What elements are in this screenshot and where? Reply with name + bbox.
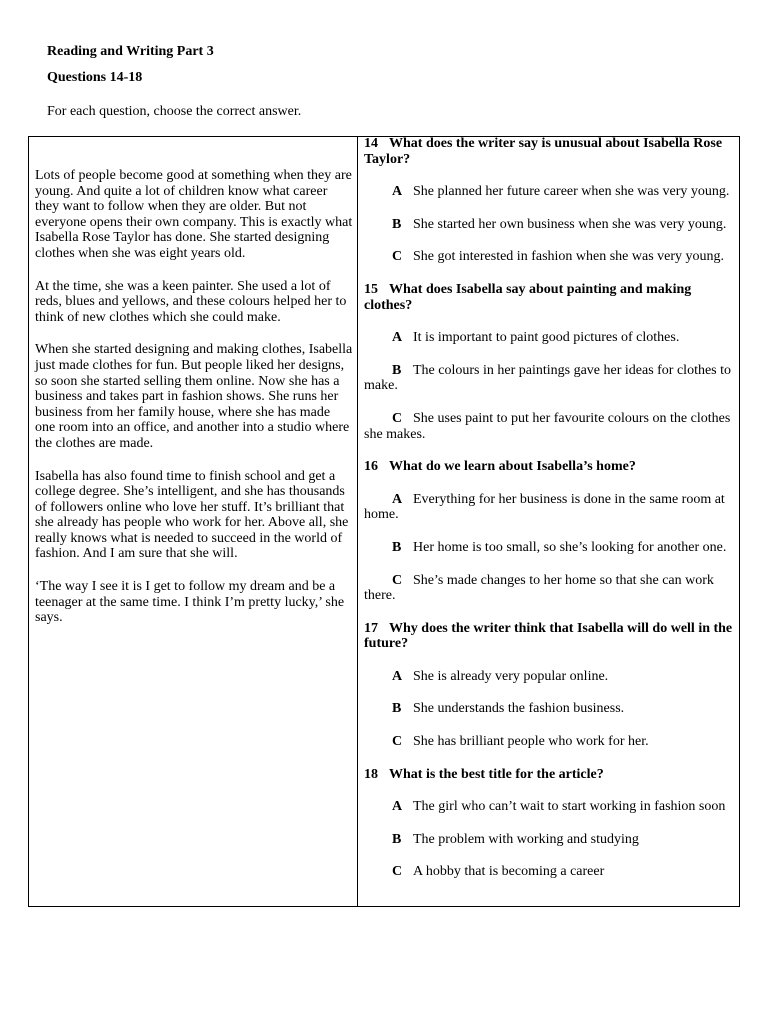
option-text: The problem with working and studying — [413, 831, 639, 847]
question-number: 14 — [364, 136, 378, 151]
answer-option[interactable] — [364, 411, 736, 442]
answer-option[interactable] — [364, 573, 736, 604]
question-number: 17 — [364, 620, 378, 636]
option-text: She started her own business when she was very young. — [413, 216, 727, 232]
question-text: What do we learn about Isabella’s home? — [389, 459, 636, 475]
question-text: What is the best title for the article? — [389, 766, 604, 782]
option-text: She is already very popular online. — [413, 668, 609, 684]
question-stem — [364, 621, 736, 652]
option-letter: C — [392, 572, 403, 588]
option-text: She understands the fashion business. — [413, 701, 625, 717]
answer-option[interactable] — [364, 799, 736, 815]
answer-option[interactable] — [364, 363, 736, 394]
option-letter: C — [392, 410, 403, 426]
answer-option[interactable] — [364, 492, 736, 523]
column-divider — [357, 136, 358, 907]
question-text: What does Isabella say about painting and making clothes? — [364, 281, 692, 313]
question-15 — [364, 282, 736, 442]
questions-range: Questions 14-18 — [47, 70, 143, 85]
option-letter: A — [392, 668, 403, 684]
option-letter: B — [392, 701, 402, 717]
answer-option[interactable] — [364, 217, 736, 233]
option-letter: A — [392, 330, 403, 346]
option-text: It is important to paint good pictures of clothes. — [413, 330, 680, 346]
question-number: 15 — [364, 281, 378, 297]
option-letter: C — [392, 249, 403, 265]
option-letter: B — [392, 362, 402, 378]
question-number: 18 — [364, 766, 378, 782]
option-text: She has brilliant people who work for her. — [413, 734, 649, 750]
reading-passage — [35, 168, 353, 643]
answer-option[interactable] — [364, 734, 736, 750]
option-text: She got interested in fashion when she was very young. — [413, 249, 725, 265]
question-14 — [364, 136, 736, 265]
option-letter: A — [392, 184, 403, 200]
option-letter: C — [392, 734, 403, 750]
question-stem — [364, 767, 736, 783]
question-text: What does the writer say is unusual about Isabella Rose Taylor? — [364, 136, 723, 167]
question-18 — [364, 767, 736, 880]
question-text: Why does the writer think that Isabella will do well in the future? — [364, 620, 733, 652]
answer-option[interactable] — [364, 249, 736, 265]
option-text: A hobby that is becoming a career — [413, 864, 605, 880]
answer-option[interactable] — [364, 832, 736, 848]
question-stem — [364, 136, 736, 167]
question-16 — [364, 459, 736, 604]
option-text: The colours in her paintings gave her ideas for clothes to make. — [364, 362, 732, 394]
option-text: Her home is too small, so she’s looking for another one. — [413, 539, 727, 555]
passage-paragraph: ‘The way I see it is I get to follow my dream and be a teenager at the same time. I think I’m pretty lucky,’ she says. — [35, 579, 345, 626]
answer-option[interactable] — [364, 540, 736, 556]
option-letter: B — [392, 831, 402, 847]
option-text: She planned her future career when she was very young. — [413, 184, 730, 200]
option-letter: B — [392, 216, 402, 232]
question-number: 16 — [364, 459, 378, 475]
answer-option[interactable] — [364, 864, 736, 880]
answer-option[interactable] — [364, 701, 736, 717]
question-stem — [364, 282, 736, 313]
option-letter: A — [392, 799, 403, 815]
instructions: For each question, choose the correct answer. — [47, 104, 302, 119]
option-text: Everything for her business is done in the same room at home. — [364, 491, 725, 523]
option-letter: C — [392, 864, 403, 880]
option-letter: B — [392, 539, 402, 555]
passage-paragraph: Isabella has also found time to finish school and get a college degree. She’s intelligent, and she has thousands of followers online who love her stuff. It’s brilliant that she already has people who work for her. Above all, she really knows what is needed to succeed in the world of fashion. And I am sure that she will. — [35, 468, 349, 562]
question-stem — [364, 459, 736, 475]
answer-option[interactable] — [364, 330, 736, 346]
passage-paragraph: When she started designing and making clothes, Isabella just made clothes for fun. But people liked her designs, so soon she started selling them online. Now she has a business and takes part in fashion shows. She runs her business from her family house, where she has made one room into an office, and another into a studio where the clothes are made. — [35, 342, 353, 451]
answer-option[interactable] — [364, 669, 736, 685]
page-title: Reading and Writing Part 3 — [47, 44, 214, 59]
question-17 — [364, 621, 736, 750]
option-text: She uses paint to put her favourite colours on the clothes she makes. — [364, 410, 731, 442]
passage-paragraph: At the time, she was a keen painter. She used a lot of reds, blues and yellows, and these colours helped her to think of new clothes which she could make. — [35, 278, 347, 325]
answer-option[interactable] — [364, 184, 736, 200]
option-text: The girl who can’t wait to start working in fashion soon — [413, 799, 726, 815]
questions-column — [364, 136, 736, 897]
option-letter: A — [392, 491, 403, 507]
passage-paragraph: Lots of people become good at something when they are young. And quite a lot of children know what career they want to follow when they are older. But not everyone opens their own company. This is exactly what Isabella Rose Taylor has done. She started designing clothes when she was eight years old. — [35, 168, 353, 261]
option-text: She’s made changes to her home so that she can work there. — [364, 572, 714, 604]
